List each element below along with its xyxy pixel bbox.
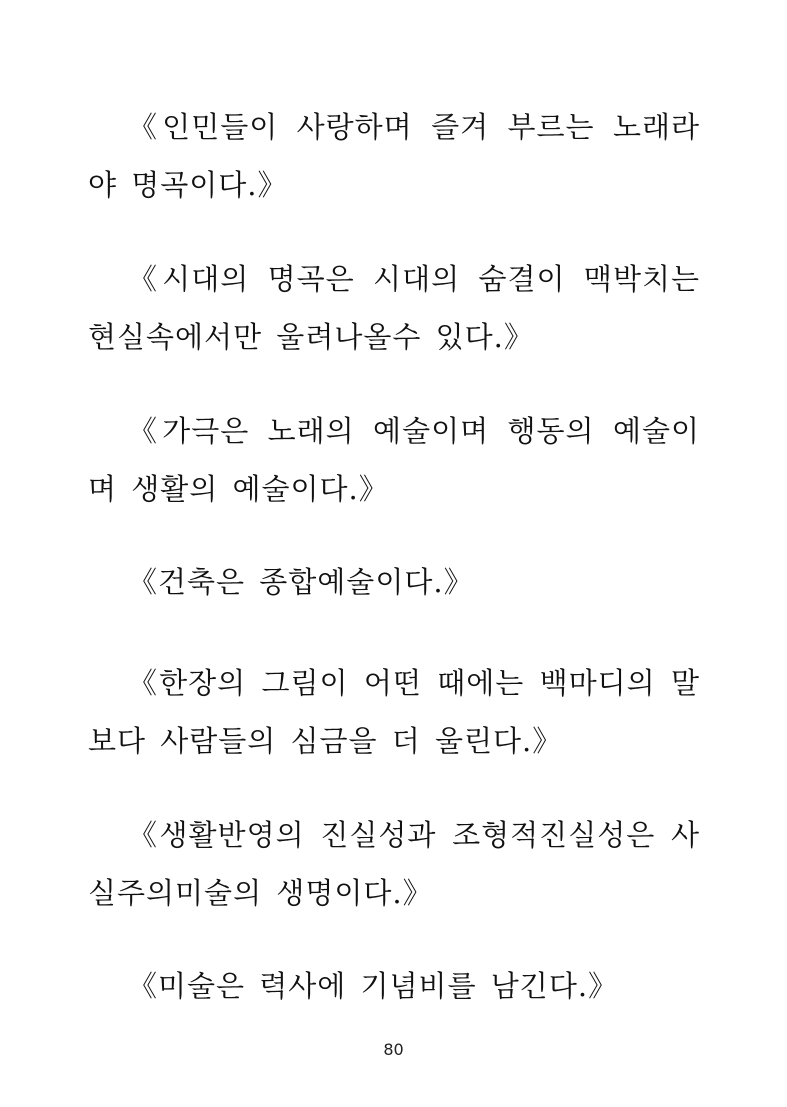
quote-paragraph: 《가극은 노래의 예술이며 행동의 예술이며 생활의 예술이다.》: [88, 414, 700, 506]
quote-paragraph: 《건축은 종합예술이다.》: [128, 565, 474, 599]
quote-paragraph: 《한장의 그림이 어떤 때에는 백마디의 말보다 사람들의 심금을 더 울린다.》: [88, 666, 700, 758]
quote-paragraph: 《생활반영의 진실성과 조형적진실성은 사실주의미술의 생명이다.》: [88, 818, 700, 910]
quote-paragraph: 《미술은 력사에 기념비를 남긴다.》: [128, 969, 619, 1003]
quote-paragraph: 《시대의 명곡은 시대의 숨결이 맥박치는 현실속에서만 울려나올수 있다.》: [88, 262, 700, 354]
quote-paragraph: 《인민들이 사랑하며 즐겨 부르는 노래라야 명곡이다.》: [88, 110, 700, 202]
page-number: 80: [383, 1040, 404, 1059]
